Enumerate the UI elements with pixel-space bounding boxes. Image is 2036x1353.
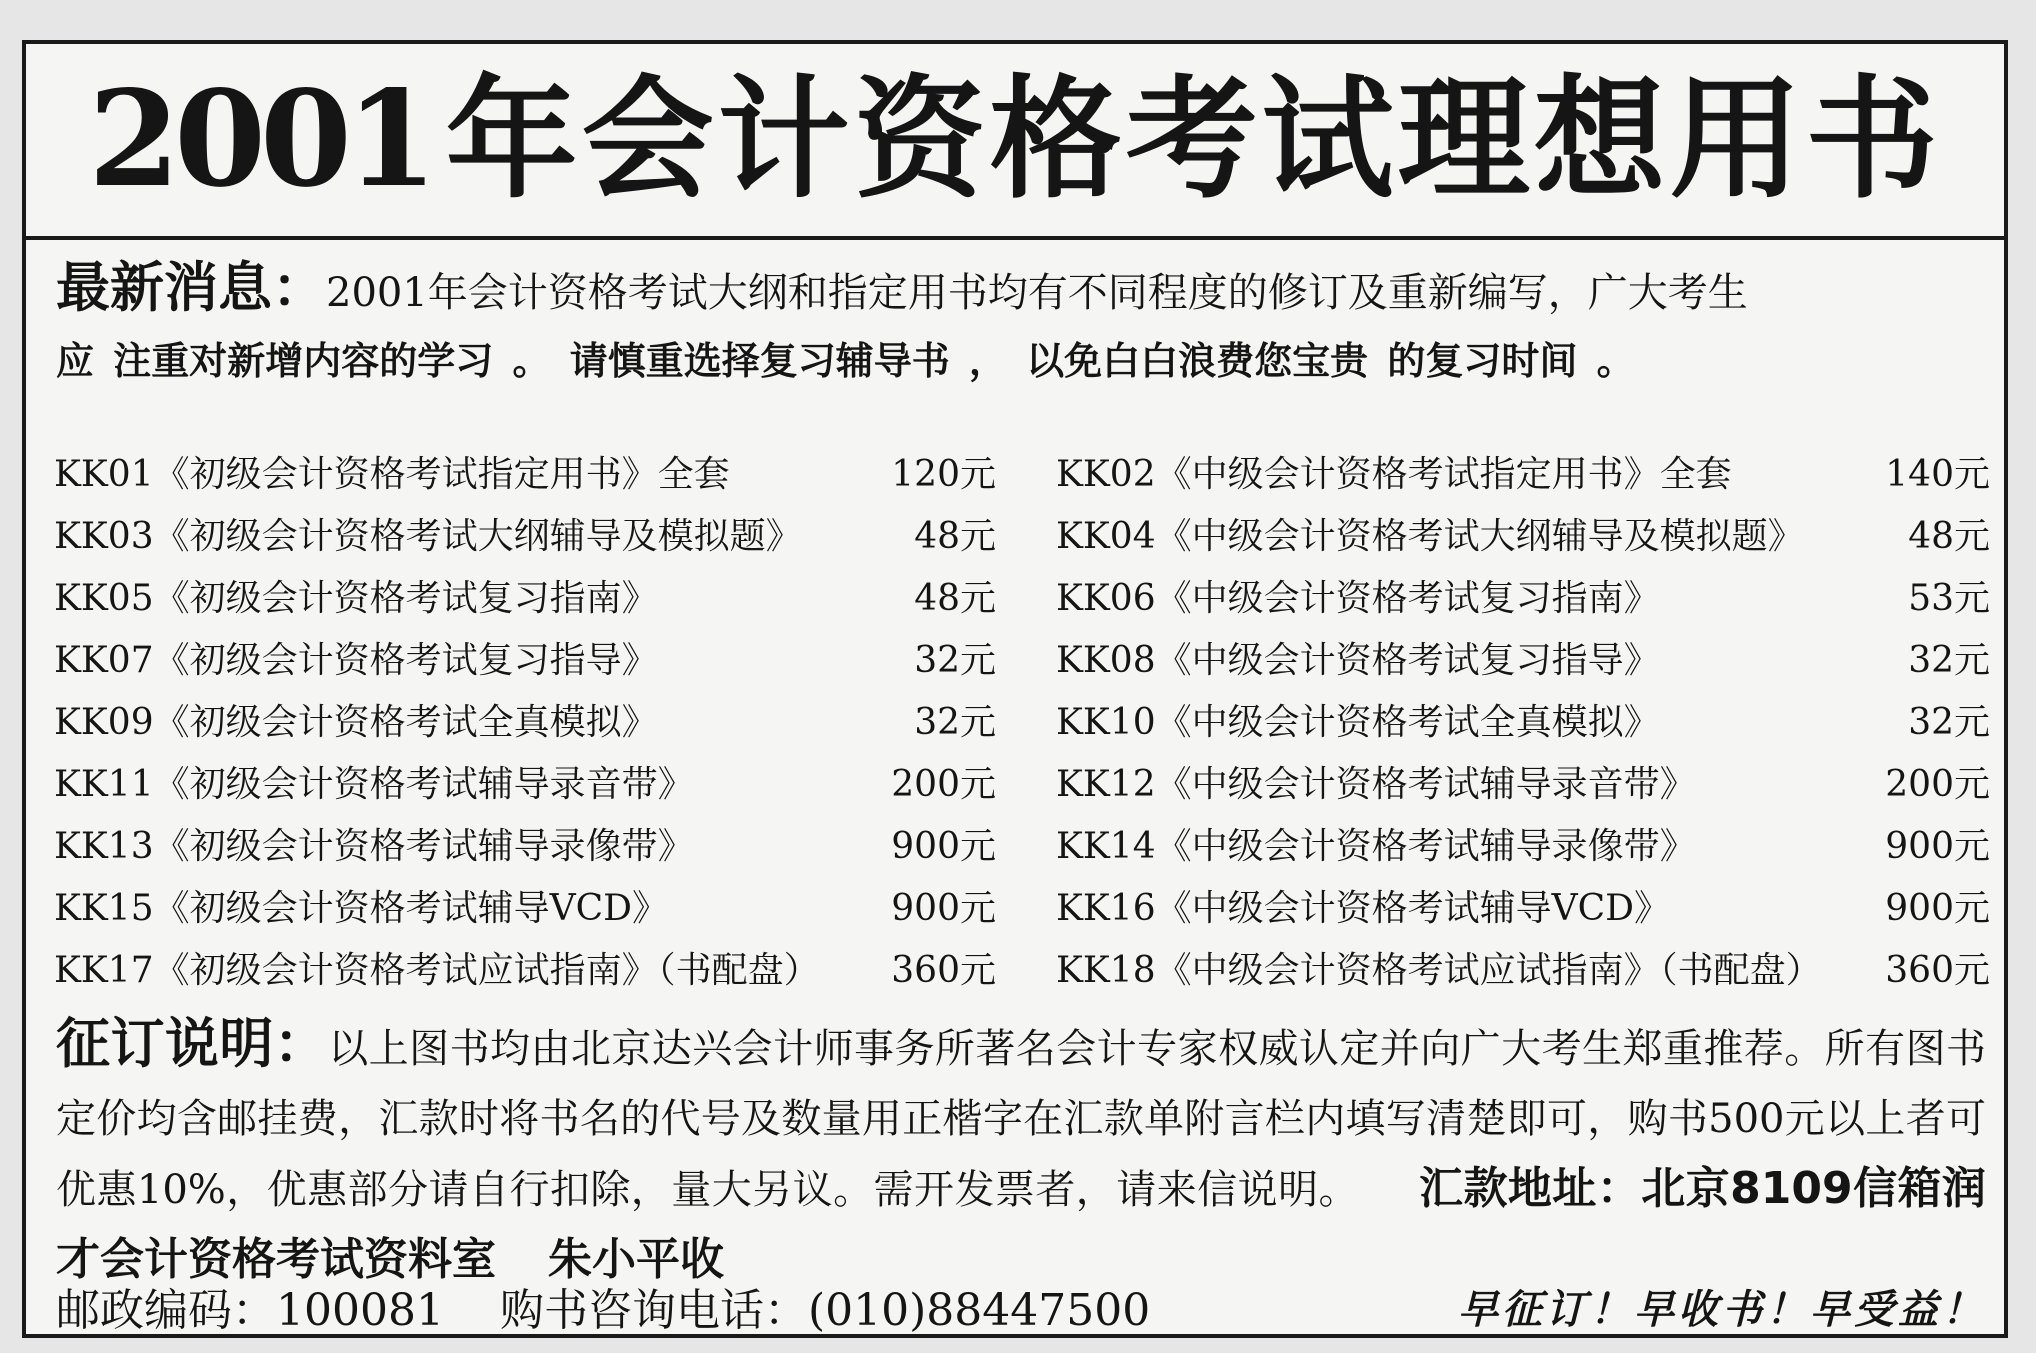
book-name: KK01《初级会计资格考试指定用书》全套 bbox=[54, 453, 730, 495]
book-price: 120元 bbox=[891, 453, 996, 495]
catalog-row bbox=[54, 564, 1990, 626]
book-catalog bbox=[54, 440, 1990, 998]
catalog-row bbox=[54, 874, 1990, 936]
catalog-item bbox=[54, 446, 1030, 497]
book-price: 32元 bbox=[914, 701, 996, 743]
news-section bbox=[56, 254, 1986, 395]
book-name: KK09《初级会计资格考试全真模拟》 bbox=[54, 701, 658, 743]
catalog-item bbox=[1030, 632, 1990, 683]
book-name: KK05《初级会计资格考试复习指南》 bbox=[54, 577, 658, 619]
book-price: 360元 bbox=[891, 949, 996, 991]
contact-footer bbox=[56, 1276, 1986, 1336]
catalog-item bbox=[54, 880, 1030, 931]
advertisement-box bbox=[22, 40, 2008, 1338]
title-year: 2001 bbox=[88, 62, 432, 217]
book-price: 140元 bbox=[1885, 453, 1990, 495]
catalog-item bbox=[54, 756, 1030, 807]
book-name: KK18《中级会计资格考试应试指南》（书配盘） bbox=[1056, 949, 1822, 991]
book-price: 53元 bbox=[1908, 577, 1990, 619]
catalog-item bbox=[54, 942, 1030, 993]
catalog-item bbox=[1030, 508, 1990, 559]
catalog-item bbox=[1030, 818, 1990, 869]
page-title bbox=[88, 62, 1942, 217]
book-name: KK08《中级会计资格考试复习指导》 bbox=[1056, 639, 1660, 681]
catalog-item bbox=[54, 818, 1030, 869]
book-name: KK06《中级会计资格考试复习指南》 bbox=[1056, 577, 1660, 619]
book-price: 200元 bbox=[891, 763, 996, 805]
catalog-row bbox=[54, 502, 1990, 564]
book-name: KK15《初级会计资格考试辅导VCD》 bbox=[54, 887, 669, 929]
book-name: KK03《初级会计资格考试大纲辅导及模拟题》 bbox=[54, 515, 802, 557]
title-banner bbox=[26, 44, 2004, 240]
book-name: KK02《中级会计资格考试指定用书》全套 bbox=[1056, 453, 1732, 495]
receiver-name: 朱小平收 bbox=[548, 1234, 724, 1285]
book-name: KK11《初级会计资格考试辅导录音带》 bbox=[54, 763, 694, 805]
postcode: 邮政编码：100081 bbox=[56, 1285, 444, 1336]
book-price: 48元 bbox=[914, 515, 996, 557]
catalog-item bbox=[54, 694, 1030, 745]
slogan: 早征订！早收书！早受益！ bbox=[1458, 1285, 1986, 1333]
book-price: 48元 bbox=[914, 577, 996, 619]
catalog-item bbox=[54, 570, 1030, 621]
news-line-1 bbox=[56, 254, 1986, 327]
order-instructions bbox=[56, 1009, 1986, 1296]
book-price: 900元 bbox=[1885, 887, 1990, 929]
catalog-item bbox=[1030, 570, 1990, 621]
book-name: KK13《初级会计资格考试辅导录像带》 bbox=[54, 825, 694, 867]
book-price: 32元 bbox=[1908, 639, 1990, 681]
book-price: 900元 bbox=[891, 887, 996, 929]
title-text: 年会计资格考试理想用书 bbox=[445, 63, 1942, 217]
book-price: 32元 bbox=[914, 639, 996, 681]
book-name: KK10《中级会计资格考试全真模拟》 bbox=[1056, 701, 1660, 743]
catalog-row bbox=[54, 688, 1990, 750]
order-label: 征订说明： bbox=[56, 1012, 329, 1075]
book-price: 360元 bbox=[1885, 949, 1990, 991]
book-name: KK16《中级会计资格考试辅导VCD》 bbox=[1056, 887, 1671, 929]
book-price: 900元 bbox=[1885, 825, 1990, 867]
catalog-row bbox=[54, 936, 1990, 998]
news-text-1: 2001年会计资格考试大纲和指定用书均有不同程度的修订及重新编写，广大考生 bbox=[326, 270, 1748, 316]
catalog-item bbox=[1030, 694, 1990, 745]
news-label: 最新消息： bbox=[56, 256, 326, 319]
order-body: 以上图书均由北京达兴会计师事务所著名会计专家权威认定并向广大考生郑重推荐。所有图书定价均含邮挂费，汇款时将书名的代号及数量用正楷字在汇款单附言栏内填写清楚即可，购书500元以上者可优惠10%，优惠部分请自行扣除，量大另议。需开发票者，请来信说明。 bbox=[56, 1026, 1987, 1213]
phone-number: 购书咨询电话：(010)88447500 bbox=[499, 1285, 1151, 1336]
catalog-item bbox=[54, 632, 1030, 683]
catalog-row bbox=[54, 750, 1990, 812]
book-price: 32元 bbox=[1908, 701, 1990, 743]
catalog-item bbox=[1030, 942, 1990, 993]
catalog-row bbox=[54, 626, 1990, 688]
book-name: KK14《中级会计资格考试辅导录像带》 bbox=[1056, 825, 1696, 867]
book-price: 900元 bbox=[891, 825, 996, 867]
book-name: KK12《中级会计资格考试辅导录音带》 bbox=[1056, 763, 1696, 805]
book-price: 200元 bbox=[1885, 763, 1990, 805]
catalog-item bbox=[1030, 756, 1990, 807]
book-name: KK04《中级会计资格考试大纲辅导及模拟题》 bbox=[1056, 515, 1804, 557]
book-name: KK07《初级会计资格考试复习指导》 bbox=[54, 639, 658, 681]
remittance-address: 汇款地址：北京8109信箱润才会计资格考试资料室 bbox=[56, 1163, 1987, 1285]
news-text-2: 应 注重对新增内容的学习 。 请慎重选择复习辅导书 ， 以免白白浪费您宝贵 的复习时间 。 bbox=[56, 339, 1635, 383]
catalog-item bbox=[54, 508, 1030, 559]
catalog-item bbox=[1030, 880, 1990, 931]
catalog-row bbox=[54, 440, 1990, 502]
book-price: 48元 bbox=[1908, 515, 1990, 557]
catalog-item bbox=[1030, 446, 1990, 497]
book-name: KK17《初级会计资格考试应试指南》（书配盘） bbox=[54, 949, 820, 991]
catalog-row bbox=[54, 812, 1990, 874]
